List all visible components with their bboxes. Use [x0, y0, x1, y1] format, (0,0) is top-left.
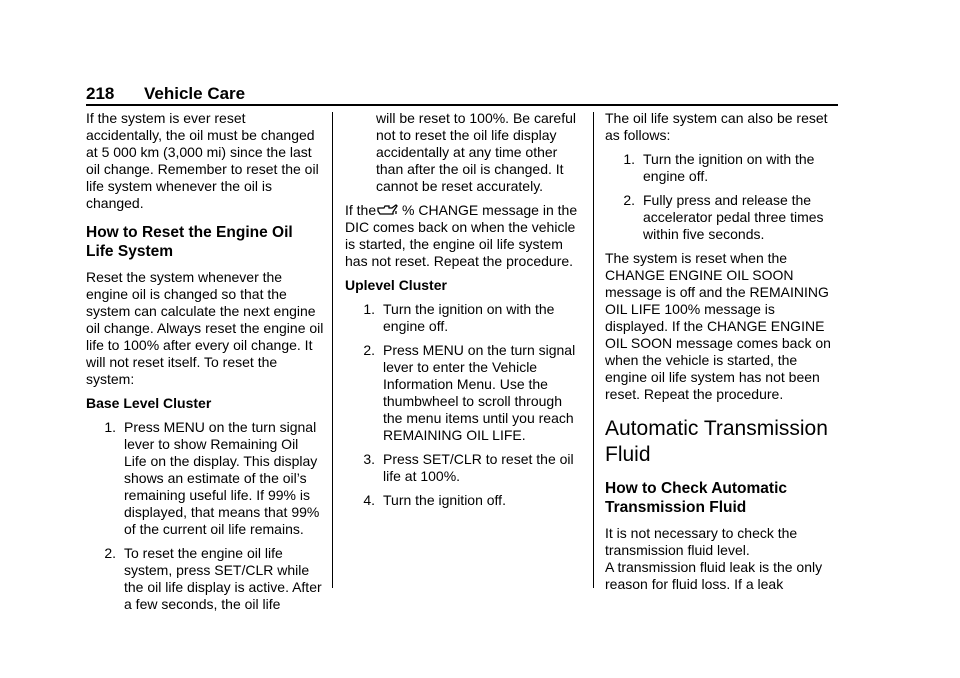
list-item	[345, 342, 581, 444]
list-item-number: 2.	[363, 342, 375, 358]
list-item-text: Turn the ignition on with the engine off.	[383, 301, 555, 334]
list-item-text: Turn the ignition off.	[383, 492, 506, 508]
list-item-text: Fully press and release the accelerator pedal three times within five seconds.	[643, 192, 824, 242]
section-heading-transmission-fluid: Automatic Transmission Fluid	[605, 417, 828, 466]
paragraph-leak: A transmission fluid leak is the only reason for fluid loss. If a leak	[605, 559, 823, 592]
list-item-number: 3.	[363, 451, 375, 467]
list-item-text: Turn the ignition on with the engine off.	[643, 151, 815, 184]
list-item-number: 4.	[363, 492, 375, 508]
paragraph-rest: % CHANGE message in the DIC comes back on when the vehicle is started, the engine oil life system has not reset. Repeat the procedure.	[345, 202, 578, 269]
list-item-text: To reset the engine oil life system, press SET/CLR while the oil life display is active. After a few seconds, the oil life	[124, 545, 322, 612]
column-divider-1	[332, 112, 333, 588]
list-item	[605, 151, 841, 185]
list-item	[86, 419, 324, 538]
paragraph-not-necessary: It is not necessary to check the transmission fluid level.	[605, 525, 798, 558]
page-number: 218	[86, 84, 115, 103]
heading-check-transmission-fluid: How to Check Automatic Transmission Fluid	[605, 480, 787, 516]
list-item	[86, 545, 324, 613]
heading-reset-oil-life: How to Reset the Engine Oil Life System	[86, 224, 293, 260]
column-divider-2	[593, 112, 594, 588]
list-item-number: 2.	[104, 545, 116, 561]
list-item-text: Press MENU on the turn signal lever to show Remaining Oil Life on the display. This display shows an estimate of the oil’s remaining useful life. If 99% is displayed, that means that 99% of the current oil life remains.	[124, 419, 320, 537]
subheading-base-level-cluster: Base Level Cluster	[86, 395, 212, 411]
list-item-continuation: will be reset to 100%. Be careful not to reset the oil life display accidentally at any time other than after the oil is changed. It cannot be reset accurately.	[376, 110, 576, 194]
list-item-number: 1.	[104, 419, 116, 435]
paragraph-reset-accident: If the system is ever reset accidentally, the oil must be changed at 5 000 km (3,000 mi) since the last oil change. Remember to reset the oil life system whenever the oil is changed.	[86, 110, 319, 211]
list-item	[345, 301, 581, 335]
subheading-uplevel-cluster: Uplevel Cluster	[345, 277, 447, 293]
column-1	[86, 110, 324, 620]
section-title: Vehicle Care	[144, 84, 246, 103]
column-2	[345, 110, 581, 516]
list-item-number: 2.	[623, 192, 635, 208]
paragraph-alt-reset: The oil life system can also be reset as follows:	[605, 110, 828, 143]
paragraph-system-reset: The system is reset when the CHANGE ENGINE OIL SOON message is off and the REMAINING OIL LIFE 100% message is displayed. If the CHANGE ENGINE OIL SOON message comes back on when the vehicle is started, the engine oil life system has not been reset. Repeat the procedure.	[605, 250, 831, 402]
list-item-text: Press MENU on the turn signal lever to enter the Vehicle Information Menu. Use the thumbwheel to scroll through the menu items until you reach REMAINING OIL LIFE.	[383, 342, 576, 443]
list-item	[345, 492, 581, 509]
column-3	[605, 110, 841, 600]
list-item	[605, 192, 841, 243]
oil-can-icon	[376, 203, 398, 217]
paragraph-oil-change-message	[345, 202, 581, 270]
paragraph-reset-instructions: Reset the system whenever the engine oil is changed so that the system can calculate the next engine oil change. Always reset the engine oil life to 100% after every oil change. It will not reset itself. To reset the system:	[86, 269, 324, 387]
header-rule	[86, 104, 838, 106]
list-item-number: 1.	[363, 301, 375, 317]
list-item-number: 1.	[623, 151, 635, 167]
paragraph-prefix: If the	[345, 202, 377, 218]
list-item	[345, 451, 581, 485]
list-item-text: Press SET/CLR to reset the oil life at 100%.	[383, 451, 574, 484]
